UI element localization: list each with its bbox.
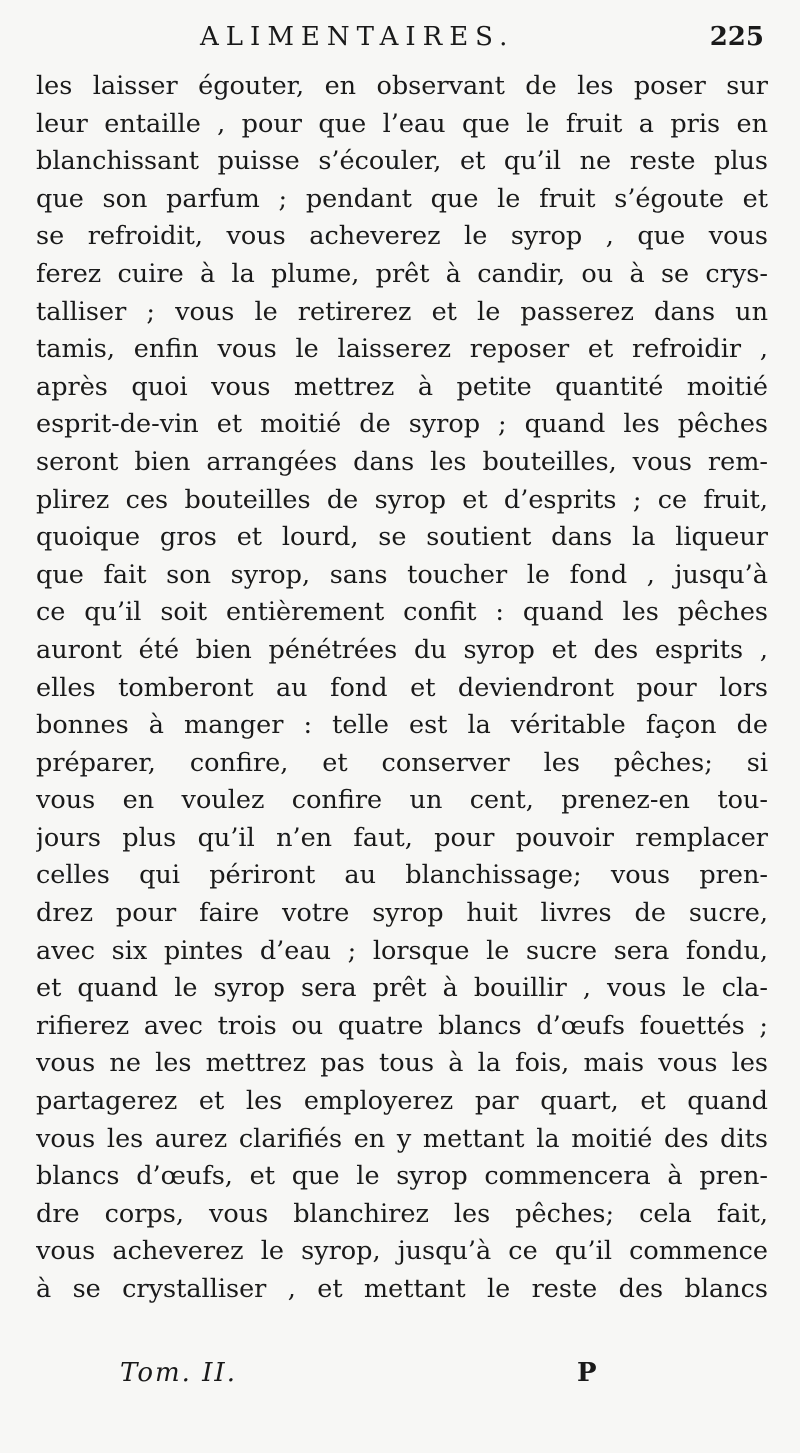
text-line: drez pour faire votre syrop huit livres de sucre, [36,898,768,929]
page-header [0,22,800,56]
running-head: ALIMENTAIRES. [200,22,515,52]
text-line: avec six pintes d’eau ; lorsque le sucre sera fondu, [36,935,768,966]
text-line: vous ne les mettrez pas tous à la fois, mais vous les [36,1048,768,1079]
text-line: leur entaille , pour que l’eau que le fruit a pris en [36,108,768,139]
text-line: bonnes à manger : telle est la véritable façon de [36,710,768,741]
text-line: elles tomberont au fond et deviendront pour lors [36,672,768,703]
text-line: que fait son syrop, sans toucher le fond , jusqu’à [36,559,768,590]
text-line: se refroidit, vous acheverez le syrop , que vous [36,221,768,252]
text-line: partagerez et les employerez par quart, et quand [36,1086,768,1117]
page-footer [0,1358,800,1398]
text-line: quoique gros et lourd, se soutient dans la liqueur [36,522,768,553]
text-line: celles qui périront au blanchissage; vous pren- [36,860,768,891]
text-line: seront bien arrangées dans les bouteilles, vous rem- [36,446,768,477]
text-line: ce qu’il soit entièrement confit : quand les pêches [36,597,768,628]
text-line: et quand le syrop sera prêt à bouillir , vous le cla- [36,973,768,1004]
text-line: esprit-de-vin et moitié de syrop ; quand les pêches [36,409,768,440]
page-number: 225 [709,22,764,52]
signature-mark: P [577,1358,597,1388]
text-line: auront été bien pénétrées du syrop et des esprits , [36,634,768,665]
text-line: les laisser égouter, en observant de les poser sur [36,71,768,101]
text-line: blancs d’œufs, et que le syrop commencera à pren- [36,1161,768,1192]
volume-marker: Tom. II. [120,1358,237,1388]
text-line: dre corps, vous blanchirez les pêches; cela fait, [36,1198,768,1229]
text-line: talliser ; vous le retirerez et le passerez dans un [36,296,768,327]
text-line: jours plus qu’il n’en faut, pour pouvoir remplacer [36,822,768,853]
text-line: vous acheverez le syrop, jusqu’à ce qu’il commence [36,1236,768,1267]
text-line: à se crystalliser , et mettant le reste des blancs [36,1274,768,1304]
text-line: plirez ces bouteilles de syrop et d’esprits ; ce fruit, [36,484,768,515]
text-line: après quoi vous mettrez à petite quantité moitié [36,371,768,402]
text-line: préparer, confire, et conserver les pêches; si [36,747,768,778]
text-line: ferez cuire à la plume, prêt à candir, ou à se crys- [36,258,768,289]
text-line: que son parfum ; pendant que le fruit s’égoute et [36,183,768,214]
text-line: rifierez avec trois ou quatre blancs d’œufs fouettés ; [36,1010,768,1041]
text-line: tamis, enfin vous le laisserez reposer et refroidir , [36,334,768,365]
text-line: vous les aurez clarifiés en y mettant la moitié des dits [36,1123,768,1154]
text-line: vous en voulez confire un cent, prenez-en tou- [36,785,768,816]
text-line: blanchissant puisse s’écouler, et qu’il ne reste plus [36,146,768,177]
body-text [36,68,768,1309]
